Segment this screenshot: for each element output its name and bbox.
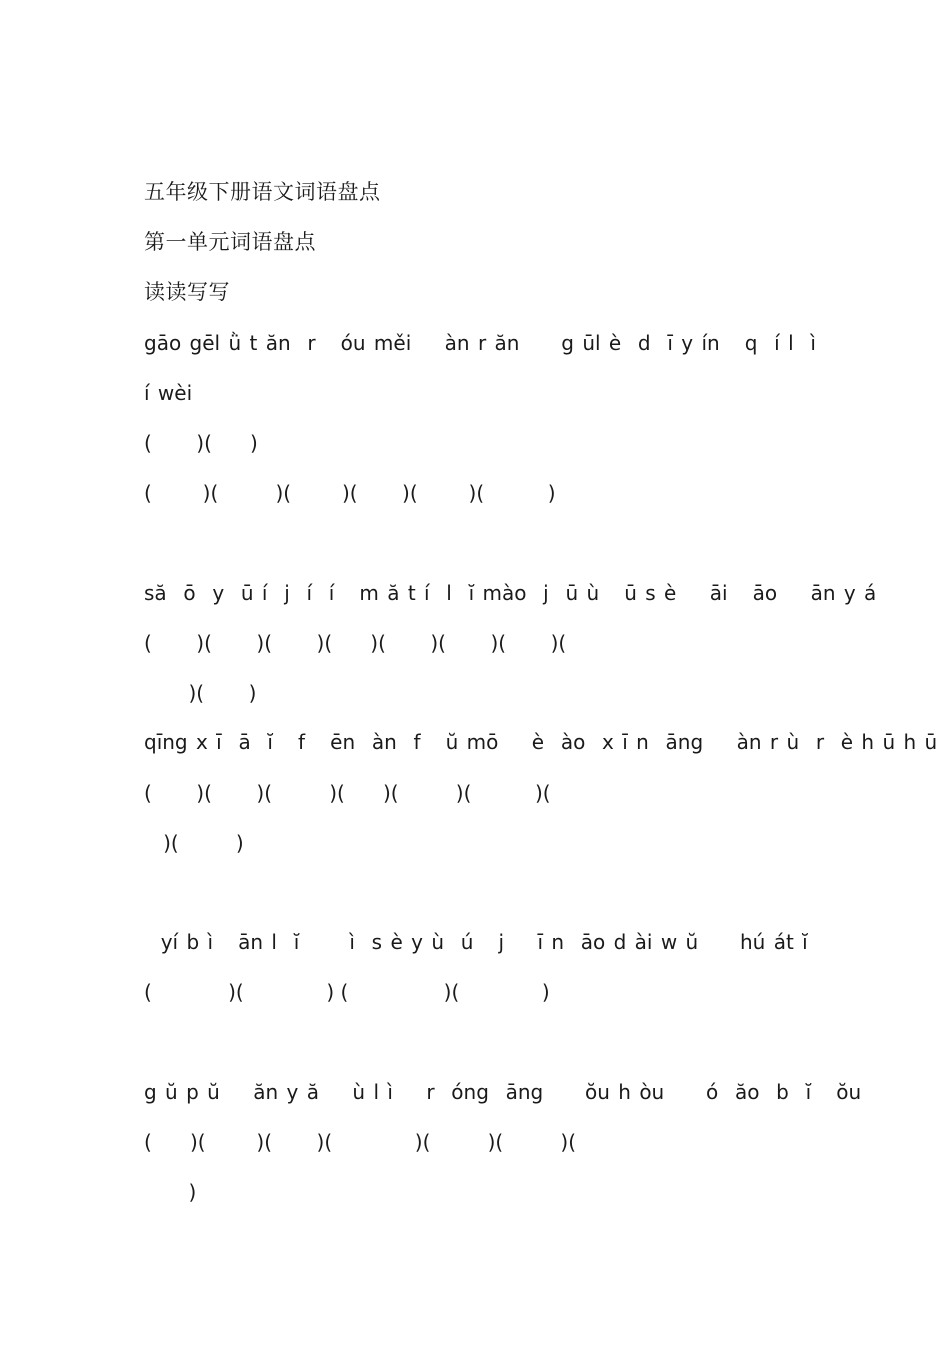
unit-heading: 第一单元词语盘点 <box>144 230 316 254</box>
answer-blanks-row-2a: ( )( )( )( )( )( )( )( <box>144 631 567 655</box>
answer-blanks-row-3a: ( )( )( )( )( )( )( <box>144 781 551 805</box>
section-read-write: 读读写写 <box>144 280 230 304</box>
pinyin-row-5: g ŭ p ŭ ăn y ă ù l ì r óng āng ŏu h òu ó ăo b ĭ ŏu <box>144 1080 862 1104</box>
answer-blanks-row-4: ( )( ) ( )( ) <box>144 980 550 1004</box>
pinyin-row-3: qīng x ī ā ĭ f ēn àn f ŭ mō è ào x ī n āng àn r ù r è h ū h ū <box>144 730 938 754</box>
answer-blanks-row-5a: ( )( )( )( )( )( )( <box>144 1130 577 1154</box>
answer-blanks-row-1b: ( )( )( )( )( )( ) <box>144 481 556 505</box>
pinyin-row-2: să ō y ū í j í í m ă t í l ĭ mào j ū ù ū s è āi āo ān y á <box>144 581 877 605</box>
answer-blanks-row-5b: ) <box>144 1180 197 1204</box>
answer-blanks-row-2b: )( ) <box>144 681 257 705</box>
pinyin-row-1: gāo gēl ǜ t ăn r óu měi àn r ăn g ūl è d ī y ín q í l ì <box>144 331 816 355</box>
pinyin-row-1-continued: í wèi <box>144 381 193 405</box>
answer-blanks-row-3b: )( ) <box>144 831 244 855</box>
page-title: 五年级下册语文词语盘点 <box>144 180 381 204</box>
pinyin-row-4: yí b ì ān l ĭ ì s è y ù ú j ī n āo d ài w ŭ hú át ĭ <box>144 930 808 954</box>
answer-blanks-row-1a: ( )( ) <box>144 431 258 455</box>
